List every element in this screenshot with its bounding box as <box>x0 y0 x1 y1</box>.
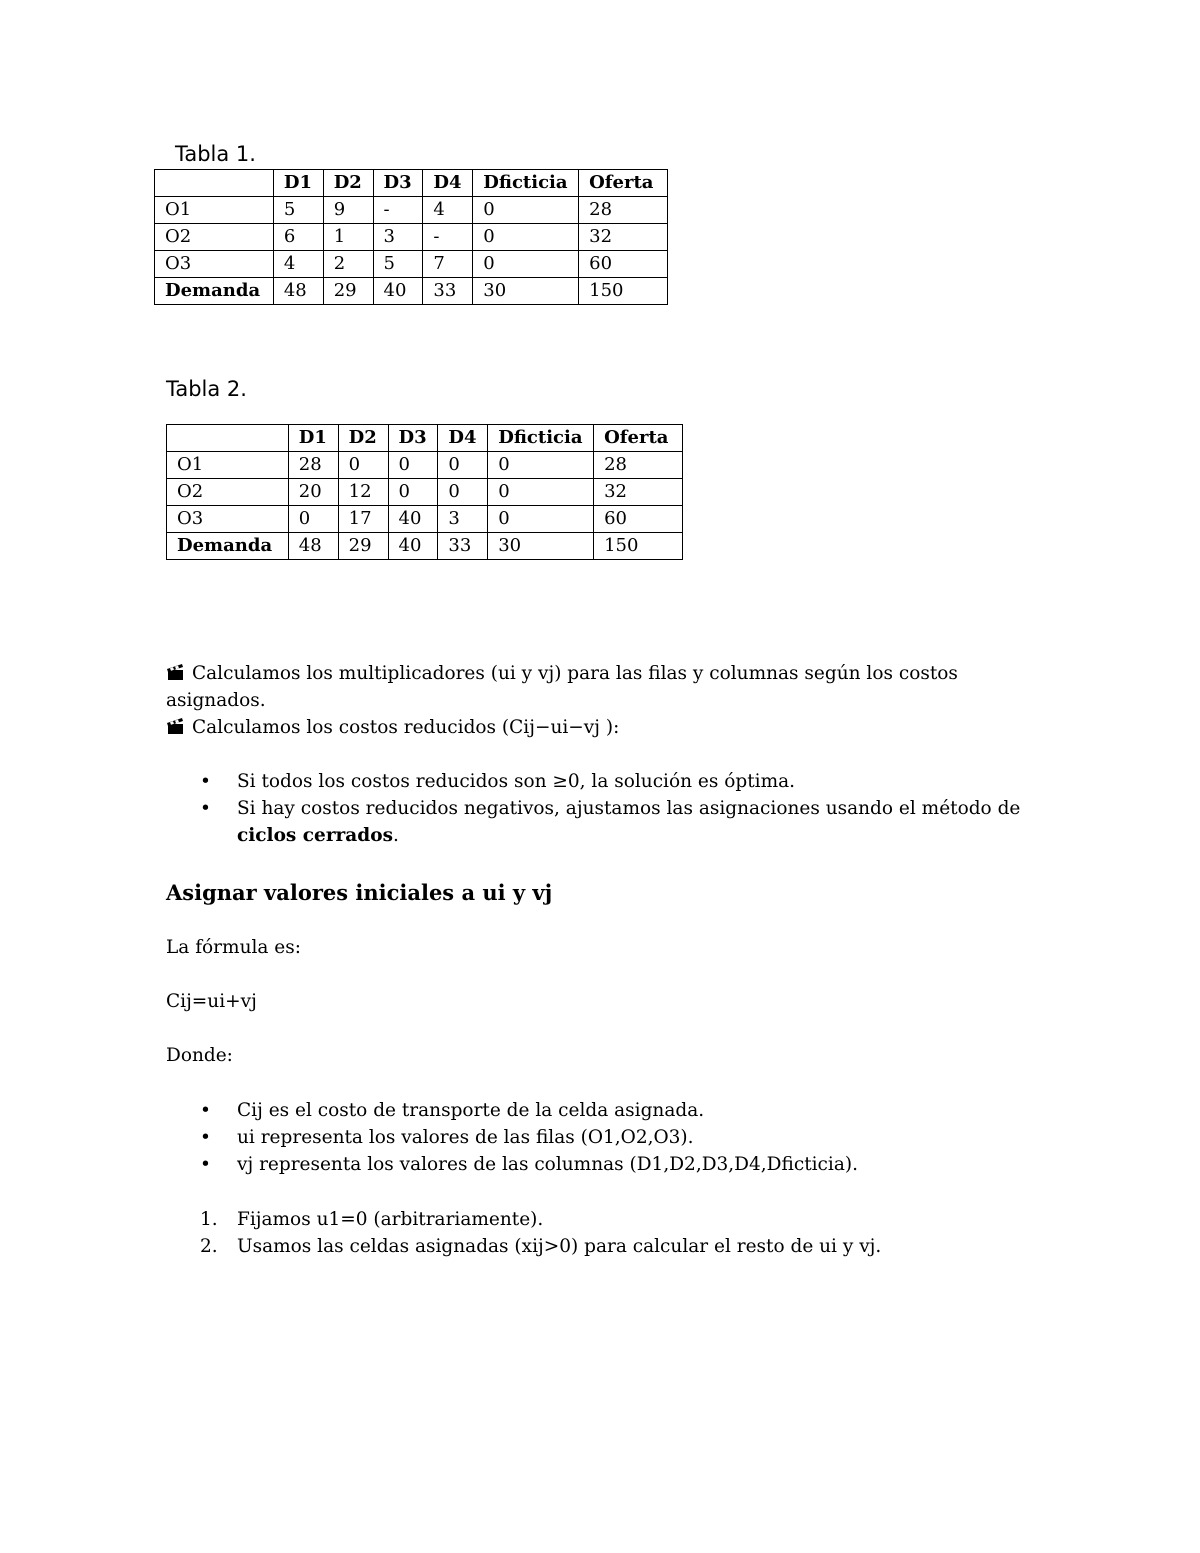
table-cell: 4 <box>423 197 473 224</box>
list-item <box>166 1233 1046 1260</box>
table-cell: 6 <box>273 224 323 251</box>
header-cell: D3 <box>388 425 438 452</box>
table-row <box>155 251 668 278</box>
list-item <box>166 1097 1046 1124</box>
bullet-icon: • <box>200 771 211 792</box>
row-label: O1 <box>155 197 274 224</box>
table-cell: 20 <box>288 479 338 506</box>
table-cell: 1 <box>323 224 373 251</box>
header-cell <box>167 425 289 452</box>
list-item-text: vj representa los valores de las columnas (D1,D2,D3,D4,Dficticia). <box>237 1154 858 1175</box>
row-label: Demanda <box>155 278 274 305</box>
list-item <box>166 795 1046 849</box>
table-cell: 29 <box>338 533 388 560</box>
table-cell: 0 <box>488 452 594 479</box>
clapperboard-icon <box>166 662 186 680</box>
table-cell: 5 <box>273 197 323 224</box>
table-header-row <box>167 425 683 452</box>
where-label: Donde: <box>166 1045 233 1066</box>
list-item-text: Cij es el costo de transporte de la celda asignada. <box>237 1100 705 1121</box>
list-item-text: Usamos las celdas asignadas (xij>0) para calcular el resto de ui y vj. <box>237 1236 882 1257</box>
reduced-cost-step-label: Calculamos los costos reducidos (Cij−ui−vj ): <box>192 717 620 738</box>
table-header-row <box>155 170 668 197</box>
table-row <box>167 479 683 506</box>
table-2-caption: Tabla 2. <box>166 377 247 401</box>
table-cell: 28 <box>288 452 338 479</box>
list-item-text: Si todos los costos reducidos son ≥0, la solución es óptima. <box>237 771 796 792</box>
table-cell: 9 <box>323 197 373 224</box>
table-row <box>167 452 683 479</box>
table-cell: 30 <box>488 533 594 560</box>
table-cell: 28 <box>594 452 683 479</box>
header-cell: D4 <box>438 425 488 452</box>
table-cell: 33 <box>438 533 488 560</box>
table-cell: 7 <box>423 251 473 278</box>
list-item-text: ui representa los valores de las filas (O1,O2,O3). <box>237 1127 694 1148</box>
header-cell: Dficticia <box>473 170 579 197</box>
table-cell: 0 <box>438 479 488 506</box>
bullet-icon: • <box>200 1100 211 1121</box>
table-cell: - <box>373 197 423 224</box>
table-row <box>155 224 668 251</box>
table-cell: 12 <box>338 479 388 506</box>
reduced-cost-step-text <box>166 714 1046 741</box>
table-totals-row <box>155 278 668 305</box>
table-cell: 60 <box>579 251 668 278</box>
table-cell: 0 <box>488 506 594 533</box>
table-cell: - <box>423 224 473 251</box>
header-cell <box>155 170 274 197</box>
table-cell: 40 <box>388 533 438 560</box>
table-cell: 150 <box>579 278 668 305</box>
table-cell: 3 <box>438 506 488 533</box>
table-2 <box>166 424 683 560</box>
table-cell: 40 <box>388 506 438 533</box>
bullet-icon: • <box>200 1154 211 1175</box>
list-item-emphasis: ciclos cerrados <box>237 825 393 846</box>
table-cell: 60 <box>594 506 683 533</box>
table-cell: 40 <box>373 278 423 305</box>
table-cell: 29 <box>323 278 373 305</box>
step-number: 2. <box>200 1236 218 1257</box>
row-label: O2 <box>155 224 274 251</box>
list-item <box>166 768 1046 795</box>
header-cell: D1 <box>273 170 323 197</box>
table-cell: 48 <box>273 278 323 305</box>
table-cell: 3 <box>373 224 423 251</box>
formula: Cij=ui+vj <box>166 991 257 1012</box>
table-cell: 28 <box>579 197 668 224</box>
list-item <box>166 1151 1046 1178</box>
header-cell: Oferta <box>579 170 668 197</box>
table-cell: 32 <box>594 479 683 506</box>
row-label: O1 <box>167 452 289 479</box>
table-cell: 33 <box>423 278 473 305</box>
list-item <box>166 1124 1046 1151</box>
bullet-icon: • <box>200 1127 211 1148</box>
header-cell: Dficticia <box>488 425 594 452</box>
header-cell: D2 <box>323 170 373 197</box>
table-cell: 0 <box>388 452 438 479</box>
table-cell: 150 <box>594 533 683 560</box>
clapperboard-icon <box>166 716 186 734</box>
procedure-steps <box>166 1206 1046 1260</box>
table-cell: 2 <box>323 251 373 278</box>
multiplier-step-text <box>166 660 1046 714</box>
header-cell: Oferta <box>594 425 683 452</box>
table-row <box>167 506 683 533</box>
list-item <box>166 1206 1046 1233</box>
section-heading: Asignar valores iniciales a ui y vj <box>166 880 553 905</box>
table-1 <box>154 169 668 305</box>
table-cell: 30 <box>473 278 579 305</box>
formula-intro: La fórmula es: <box>166 937 301 958</box>
table-cell: 5 <box>373 251 423 278</box>
header-cell: D1 <box>288 425 338 452</box>
table-cell: 48 <box>288 533 338 560</box>
table-cell: 4 <box>273 251 323 278</box>
table-row <box>155 197 668 224</box>
table-cell: 0 <box>288 506 338 533</box>
table-1-caption: Tabla 1. <box>175 142 256 166</box>
table-cell: 32 <box>579 224 668 251</box>
multiplier-step-label: Calculamos los multiplicadores (ui y vj) para las filas y columnas según los costos asignados. <box>166 663 958 711</box>
table-cell: 17 <box>338 506 388 533</box>
header-cell: D2 <box>338 425 388 452</box>
table-cell: 0 <box>438 452 488 479</box>
table-cell: 0 <box>488 479 594 506</box>
table-cell: 0 <box>473 224 579 251</box>
reduced-cost-list <box>166 768 1046 849</box>
table-cell: 0 <box>388 479 438 506</box>
row-label: Demanda <box>167 533 289 560</box>
header-cell: D4 <box>423 170 473 197</box>
bullet-icon: • <box>200 798 211 819</box>
table-totals-row <box>167 533 683 560</box>
header-cell: D3 <box>373 170 423 197</box>
list-item-text: Fijamos u1=0 (arbitrariamente). <box>237 1209 544 1230</box>
row-label: O2 <box>167 479 289 506</box>
table-cell: 0 <box>338 452 388 479</box>
definitions-list <box>166 1097 1046 1178</box>
row-label: O3 <box>167 506 289 533</box>
step-number: 1. <box>200 1209 218 1230</box>
table-cell: 0 <box>473 251 579 278</box>
row-label: O3 <box>155 251 274 278</box>
table-cell: 0 <box>473 197 579 224</box>
list-item-text: Si hay costos reducidos negativos, ajustamos las asignaciones usando el método de <box>237 798 1021 819</box>
list-item-text-end: . <box>393 825 399 846</box>
